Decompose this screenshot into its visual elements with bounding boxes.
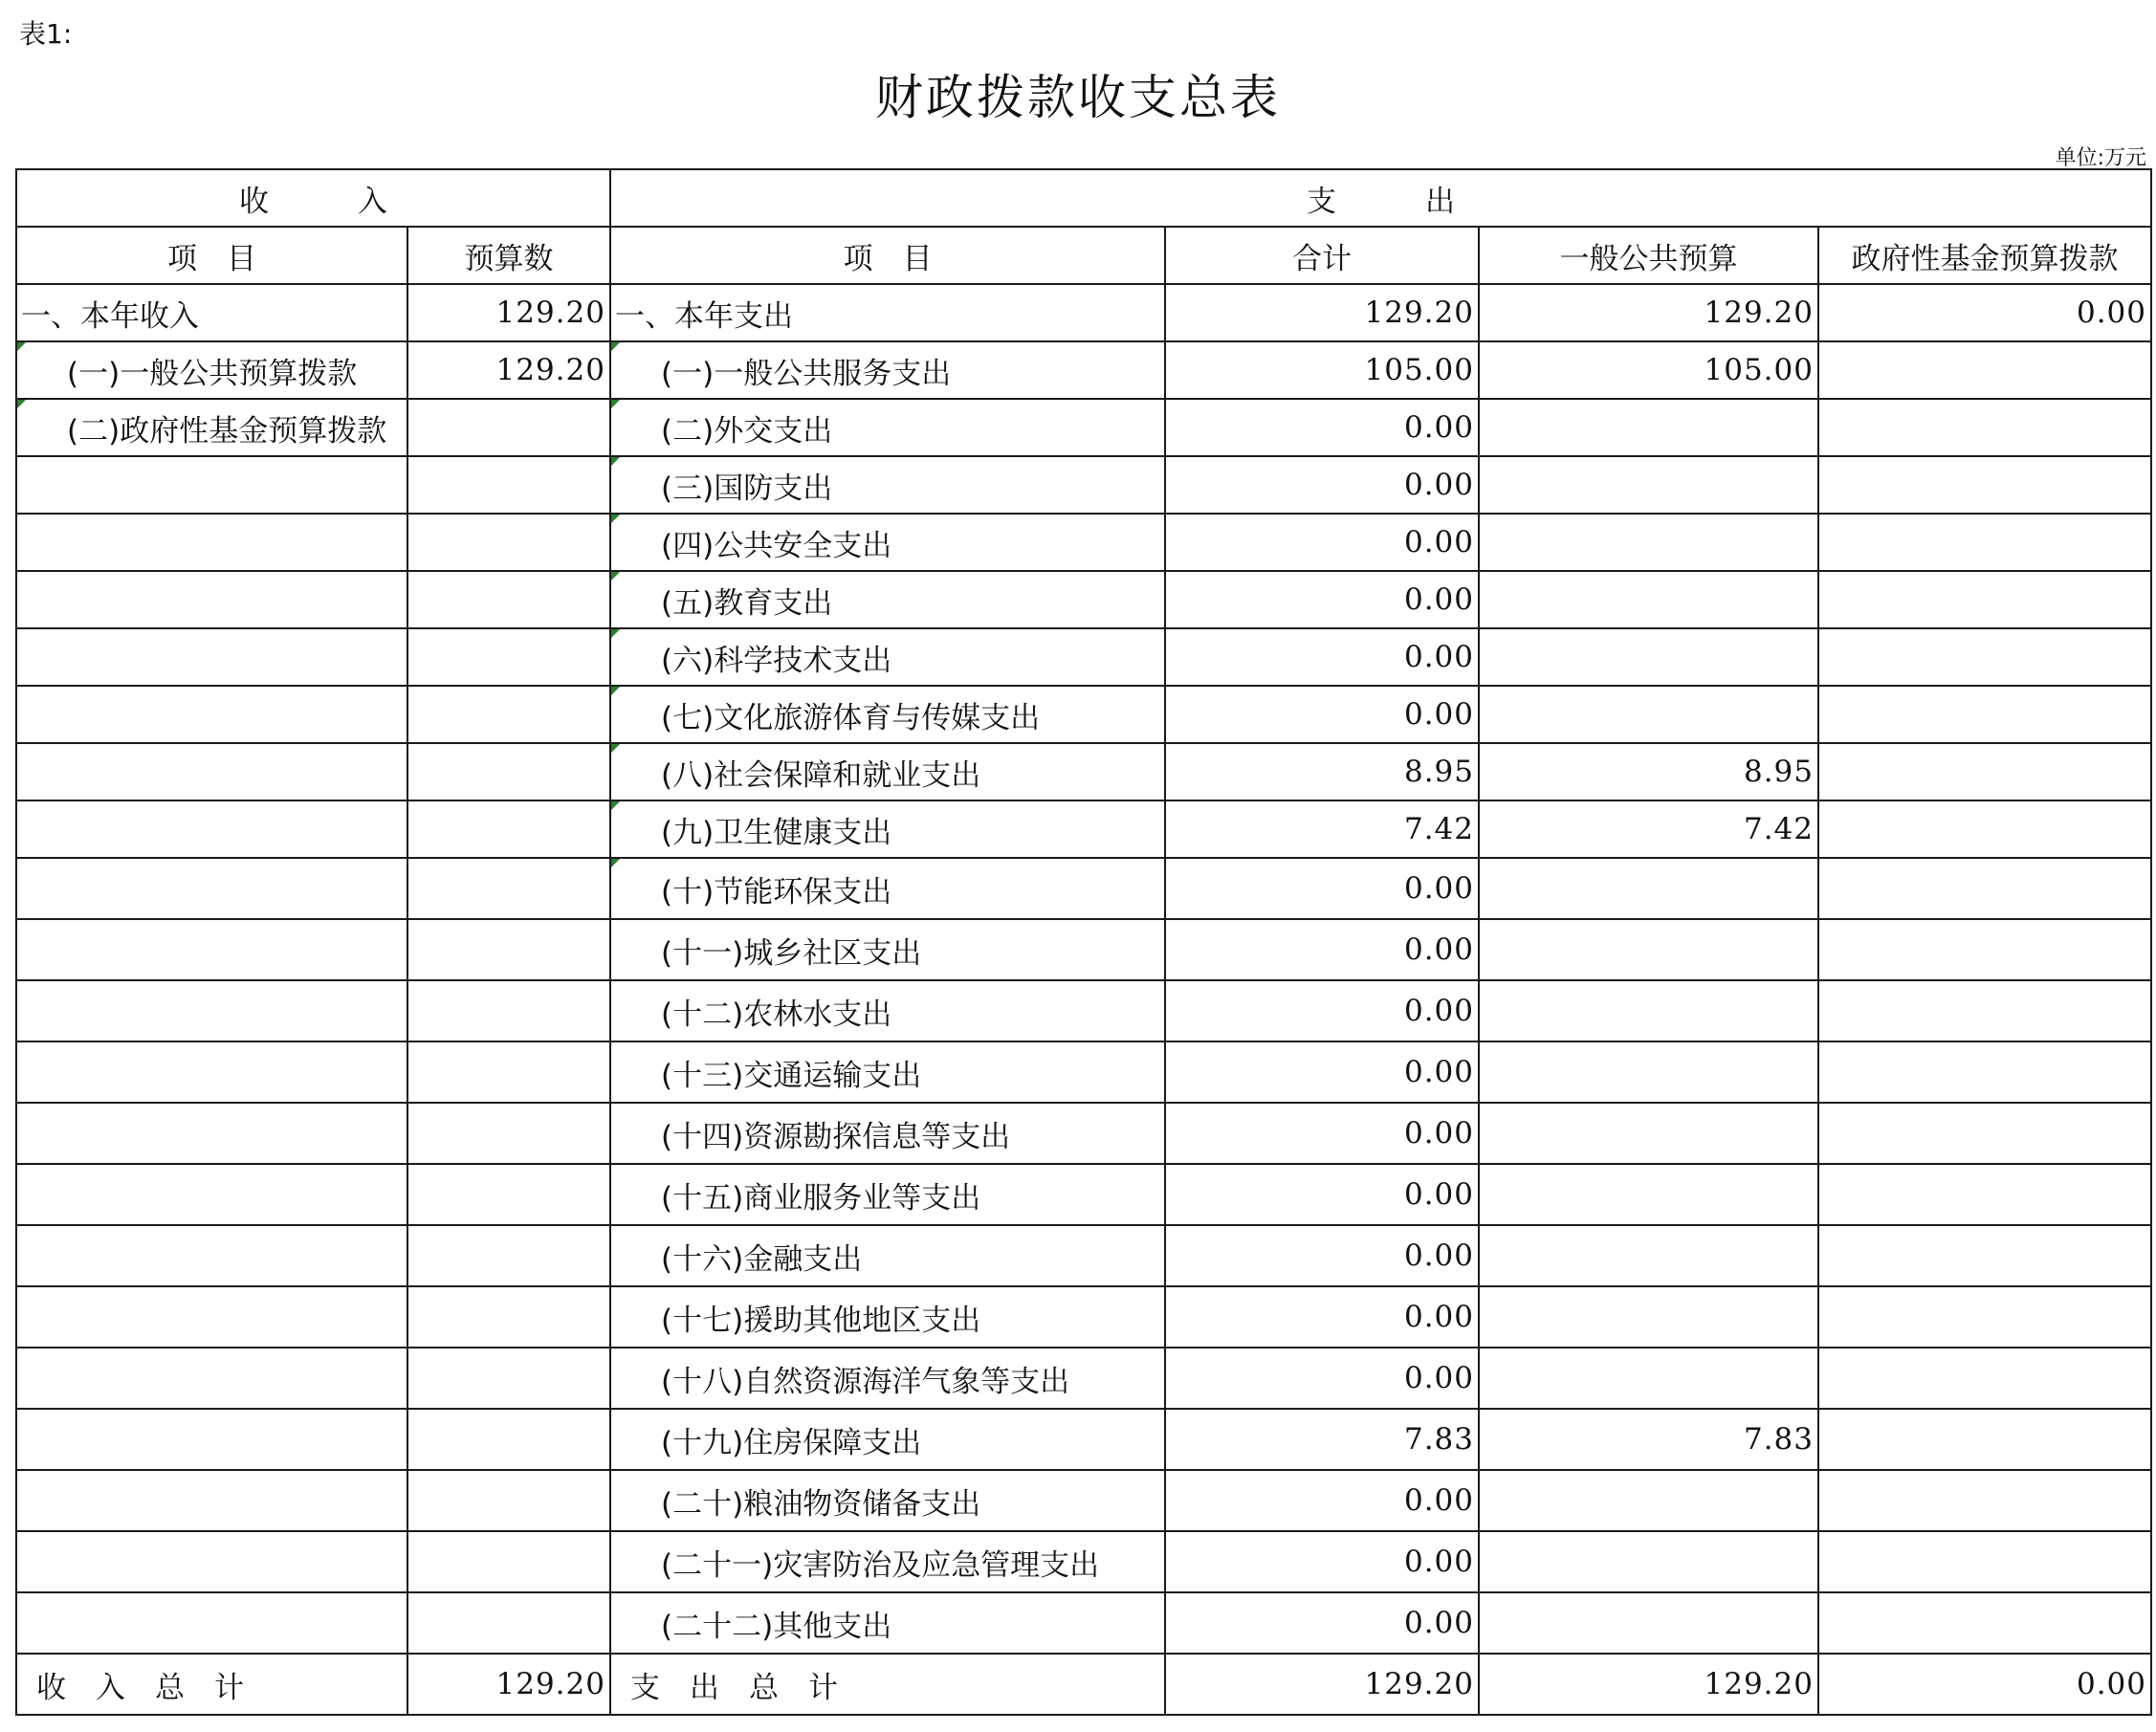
fiscal-table — [15, 168, 2152, 1716]
expense-general-header: 一般公共预算 — [1479, 227, 1818, 284]
expense-item-cell: (十七)援助其他地区支出 — [610, 1286, 1165, 1348]
expense-total-cell: 7.42 — [1165, 800, 1479, 858]
income-budget-cell — [407, 980, 610, 1041]
expense-total-cell: 0.00 — [1165, 1348, 1479, 1409]
income-budget-header: 预算数 — [407, 227, 610, 284]
table-row — [16, 1225, 2151, 1286]
expense-fund-cell — [1818, 1164, 2151, 1225]
expense-total-cell: 0.00 — [1165, 456, 1479, 514]
expense-total-value: 129.20 — [1165, 1654, 1479, 1715]
table-row — [16, 919, 2151, 980]
income-budget-cell — [407, 743, 610, 800]
expense-general-cell — [1479, 1286, 1818, 1348]
expense-total-cell: 0.00 — [1165, 980, 1479, 1041]
expense-general-cell — [1479, 628, 1818, 686]
expense-fund-cell — [1818, 456, 2151, 514]
table-row — [16, 1409, 2151, 1470]
expense-item-cell: (二十二)其他支出 — [610, 1592, 1165, 1654]
expense-total-cell: 129.20 — [1165, 284, 1479, 341]
expense-fund-cell — [1818, 1592, 2151, 1654]
expense-total-cell: 0.00 — [1165, 1286, 1479, 1348]
expense-fund-cell — [1818, 1531, 2151, 1592]
income-item-cell — [16, 456, 407, 514]
expense-fund-cell — [1818, 628, 2151, 686]
income-item-cell — [16, 1592, 407, 1654]
income-item-cell — [16, 1409, 407, 1470]
expense-general-total: 129.20 — [1479, 1654, 1818, 1715]
expense-general-cell — [1479, 1225, 1818, 1286]
expense-fund-cell — [1818, 514, 2151, 571]
expense-fund-cell: 0.00 — [1818, 284, 2151, 341]
table-row — [16, 858, 2151, 919]
header-row-2 — [16, 227, 2151, 284]
income-budget-cell — [407, 858, 610, 919]
income-budget-cell — [407, 1470, 610, 1531]
income-budget-cell — [407, 919, 610, 980]
income-total-label: 收 入 总 计 — [16, 1654, 407, 1715]
expense-fund-cell — [1818, 1348, 2151, 1409]
expense-total-cell: 0.00 — [1165, 1103, 1479, 1164]
income-budget-cell — [407, 686, 610, 743]
expense-fund-cell — [1818, 571, 2151, 628]
expense-fund-cell — [1818, 399, 2151, 456]
unit-label: 单位:万元 — [2055, 146, 2146, 170]
expense-total-cell: 0.00 — [1165, 1225, 1479, 1286]
table-row — [16, 1164, 2151, 1225]
income-item-cell — [16, 980, 407, 1041]
income-budget-cell: 129.20 — [407, 284, 610, 341]
expense-fund-cell — [1818, 980, 2151, 1041]
expense-general-cell — [1479, 1470, 1818, 1531]
header-row-1 — [16, 169, 2151, 227]
expense-general-cell — [1479, 514, 1818, 571]
expense-general-cell — [1479, 456, 1818, 514]
income-item-cell — [16, 800, 407, 858]
income-budget-cell — [407, 1592, 610, 1654]
income-item-cell — [16, 514, 407, 571]
table-row — [16, 1348, 2151, 1409]
expense-general-cell — [1479, 1348, 1818, 1409]
income-budget-cell — [407, 571, 610, 628]
income-item-header: 项 目 — [16, 227, 407, 284]
income-budget-cell: 129.20 — [407, 341, 610, 399]
table-row — [16, 1103, 2151, 1164]
expense-item-header: 项 目 — [610, 227, 1165, 284]
income-item-cell — [16, 628, 407, 686]
income-item-cell — [16, 1470, 407, 1531]
expense-general-cell — [1479, 919, 1818, 980]
expense-general-cell — [1479, 1531, 1818, 1592]
income-budget-cell — [407, 628, 610, 686]
income-budget-cell — [407, 1225, 610, 1286]
expense-general-cell — [1479, 1592, 1818, 1654]
expense-item-cell: (二十)粮油物资储备支出 — [610, 1470, 1165, 1531]
expense-fund-cell — [1818, 341, 2151, 399]
expense-item-cell: (五)教育支出 — [610, 571, 1165, 628]
expense-total-cell: 0.00 — [1165, 514, 1479, 571]
income-item-cell — [16, 571, 407, 628]
expense-fund-cell — [1818, 1286, 2151, 1348]
expense-general-cell — [1479, 1164, 1818, 1225]
expense-general-cell — [1479, 1041, 1818, 1103]
expense-general-cell: 129.20 — [1479, 284, 1818, 341]
expense-item-cell: (七)文化旅游体育与传媒支出 — [610, 686, 1165, 743]
table-row — [16, 1286, 2151, 1348]
income-item-cell — [16, 1348, 407, 1409]
expense-total-cell: 105.00 — [1165, 341, 1479, 399]
expense-general-cell: 7.83 — [1479, 1409, 1818, 1470]
expense-item-cell: (六)科学技术支出 — [610, 628, 1165, 686]
table-row — [16, 1041, 2151, 1103]
expense-item-cell: (十九)住房保障支出 — [610, 1409, 1165, 1470]
page-title: 财政拨款收支总表 — [875, 70, 1281, 125]
income-item-cell: (二)政府性基金预算拨款 — [16, 399, 407, 456]
expense-total-cell: 0.00 — [1165, 399, 1479, 456]
table-row — [16, 1592, 2151, 1654]
expense-fund-cell — [1818, 858, 2151, 919]
income-item-cell — [16, 743, 407, 800]
income-item-cell — [16, 686, 407, 743]
table-row — [16, 284, 2151, 341]
expense-fund-cell — [1818, 686, 2151, 743]
table-row — [16, 628, 2151, 686]
table-row — [16, 399, 2151, 456]
income-item-cell — [16, 1531, 407, 1592]
table-row — [16, 514, 2151, 571]
expense-total-cell: 0.00 — [1165, 1041, 1479, 1103]
income-item-cell: 一、本年收入 — [16, 284, 407, 341]
income-budget-cell — [407, 1103, 610, 1164]
income-budget-cell — [407, 1531, 610, 1592]
income-item-cell — [16, 858, 407, 919]
table-row — [16, 743, 2151, 800]
table-row — [16, 341, 2151, 399]
income-item-cell — [16, 1103, 407, 1164]
expense-item-cell: (十二)农林水支出 — [610, 980, 1165, 1041]
expense-item-cell: (九)卫生健康支出 — [610, 800, 1165, 858]
expense-general-cell — [1479, 571, 1818, 628]
table-row — [16, 686, 2151, 743]
income-total-value: 129.20 — [407, 1654, 610, 1715]
table-row — [16, 1470, 2151, 1531]
expense-fund-cell — [1818, 800, 2151, 858]
income-item-cell — [16, 1041, 407, 1103]
table-row — [16, 980, 2151, 1041]
expense-item-cell: (十四)资源勘探信息等支出 — [610, 1103, 1165, 1164]
income-item-cell: (一)一般公共预算拨款 — [16, 341, 407, 399]
expense-total-cell: 0.00 — [1165, 1164, 1479, 1225]
expense-total-cell: 0.00 — [1165, 571, 1479, 628]
income-item-cell — [16, 1286, 407, 1348]
expense-item-cell: (十六)金融支出 — [610, 1225, 1165, 1286]
expense-item-cell: (十三)交通运输支出 — [610, 1041, 1165, 1103]
expense-general-cell — [1479, 686, 1818, 743]
income-item-cell — [16, 1225, 407, 1286]
table-row — [16, 456, 2151, 514]
expense-total-cell: 8.95 — [1165, 743, 1479, 800]
expense-general-cell — [1479, 980, 1818, 1041]
expense-general-cell — [1479, 858, 1818, 919]
table-row — [16, 800, 2151, 858]
expense-total-label: 支 出 总 计 — [610, 1654, 1165, 1715]
expense-total-header: 合计 — [1165, 227, 1479, 284]
income-budget-cell — [407, 1164, 610, 1225]
expense-fund-cell — [1818, 1041, 2151, 1103]
expense-general-cell: 8.95 — [1479, 743, 1818, 800]
expense-item-cell: (十)节能环保支出 — [610, 858, 1165, 919]
expense-total-cell: 0.00 — [1165, 1592, 1479, 1654]
income-budget-cell — [407, 1041, 610, 1103]
expense-item-cell: (十五)商业服务业等支出 — [610, 1164, 1165, 1225]
expense-item-cell: (一)一般公共服务支出 — [610, 341, 1165, 399]
table-tag: 表1: — [19, 18, 73, 50]
expense-fund-header: 政府性基金预算拨款 — [1818, 227, 2151, 284]
income-budget-cell — [407, 399, 610, 456]
expense-total-cell: 0.00 — [1165, 858, 1479, 919]
expense-fund-cell — [1818, 743, 2151, 800]
income-budget-cell — [407, 1348, 610, 1409]
expense-fund-cell — [1818, 919, 2151, 980]
expense-fund-cell — [1818, 1225, 2151, 1286]
expense-item-cell: (四)公共安全支出 — [610, 514, 1165, 571]
income-item-cell — [16, 1164, 407, 1225]
totals-row — [16, 1654, 2151, 1715]
expense-general-cell — [1479, 399, 1818, 456]
expense-item-cell: (十一)城乡社区支出 — [610, 919, 1165, 980]
income-budget-cell — [407, 456, 610, 514]
expense-item-cell: (三)国防支出 — [610, 456, 1165, 514]
expense-total-cell: 7.83 — [1165, 1409, 1479, 1470]
expense-total-cell: 0.00 — [1165, 628, 1479, 686]
expense-general-cell: 105.00 — [1479, 341, 1818, 399]
income-budget-cell — [407, 1286, 610, 1348]
expense-header: 支 出 — [610, 169, 2151, 227]
expense-fund-cell — [1818, 1103, 2151, 1164]
income-budget-cell — [407, 1409, 610, 1470]
income-budget-cell — [407, 514, 610, 571]
expense-total-cell: 0.00 — [1165, 1470, 1479, 1531]
expense-total-cell: 0.00 — [1165, 919, 1479, 980]
expense-item-cell: (十八)自然资源海洋气象等支出 — [610, 1348, 1165, 1409]
expense-item-cell: (二)外交支出 — [610, 399, 1165, 456]
expense-fund-cell — [1818, 1409, 2151, 1470]
expense-fund-total: 0.00 — [1818, 1654, 2151, 1715]
income-budget-cell — [407, 800, 610, 858]
expense-general-cell: 7.42 — [1479, 800, 1818, 858]
expense-general-cell — [1479, 1103, 1818, 1164]
expense-total-cell: 0.00 — [1165, 1531, 1479, 1592]
expense-item-cell: (八)社会保障和就业支出 — [610, 743, 1165, 800]
table-row — [16, 571, 2151, 628]
table-row — [16, 1531, 2151, 1592]
expense-item-cell: (二十一)灾害防治及应急管理支出 — [610, 1531, 1165, 1592]
expense-total-cell: 0.00 — [1165, 686, 1479, 743]
expense-fund-cell — [1818, 1470, 2151, 1531]
expense-item-cell: 一、本年支出 — [610, 284, 1165, 341]
income-header: 收 入 — [16, 169, 610, 227]
income-item-cell — [16, 919, 407, 980]
